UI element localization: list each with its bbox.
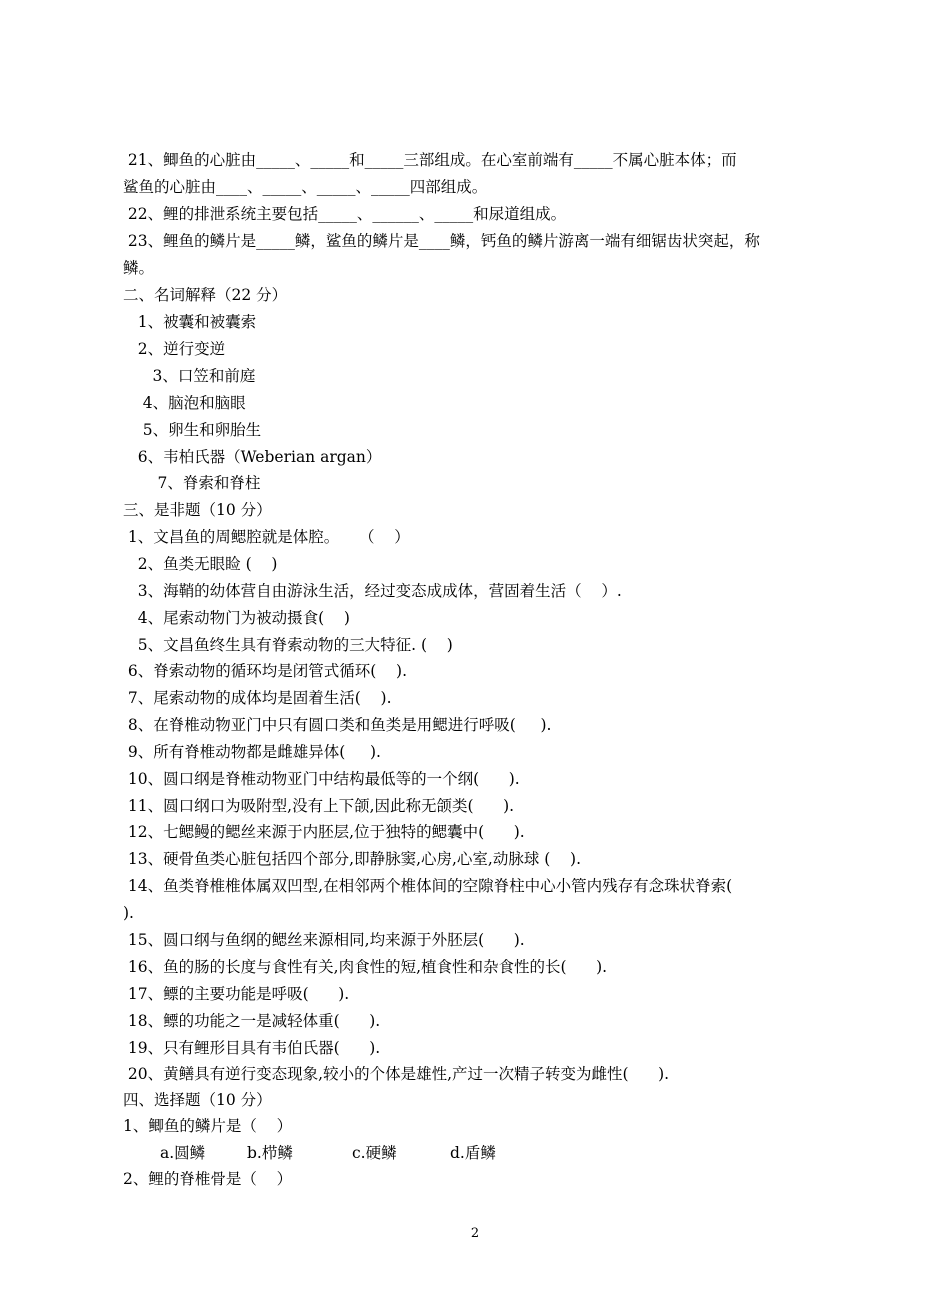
- question-21-line-1: 21、鲫鱼的心脏由_____、_____和_____三部组成。在心室前端有_____不属心脏本体；而: [123, 151, 737, 169]
- true-false-item: 13、硬骨鱼类心脏包括四个部分,即静脉窦,心房,心室,动脉球 ( ).: [123, 850, 582, 868]
- true-false-item: 15、圆口纲与鱼纲的鳃丝来源相同,均来源于外胚层( ).: [123, 931, 525, 949]
- true-false-item: 10、圆口纲是脊椎动物亚门中结构最低等的一个纲( ).: [123, 770, 520, 788]
- true-false-item-continuation: ).: [123, 904, 134, 922]
- term-item: 5、卵生和卵胎生: [123, 421, 262, 439]
- choice-option-d: d.盾鳞: [450, 1144, 496, 1162]
- section-2-heading: 二、名词解释（22 分）: [123, 286, 288, 304]
- term-item: 4、脑泡和脑眼: [123, 394, 246, 412]
- true-false-item: 2、鱼类无眼睑 ( ): [123, 555, 278, 573]
- true-false-item: 14、鱼类脊椎椎体属双凹型,在相邻两个椎体间的空隙脊柱中心小管内残存有念珠状脊索(: [123, 877, 733, 895]
- true-false-item: 18、鳔的功能之一是减轻体重( ).: [123, 1012, 381, 1030]
- term-item: 3、口笠和前庭: [123, 367, 256, 385]
- true-false-item: 19、只有鲤形目具有韦伯氏器( ).: [123, 1039, 381, 1057]
- choice-option-a: a.圆鳞: [160, 1144, 206, 1162]
- question-23-line-2: 鳞。: [123, 259, 155, 277]
- choice-question-1: 1、鲫鱼的鳞片是（ ）: [123, 1117, 293, 1135]
- true-false-item: 7、尾索动物的成体均是固着生活( ).: [123, 689, 392, 707]
- question-22: 22、鲤的排泄系统主要包括_____、______、_____和尿道组成。: [123, 205, 567, 223]
- true-false-item: 20、黄鳝具有逆行变态现象,较小的个体是雄性,产过一次精子转变为雌性( ).: [123, 1065, 670, 1083]
- term-item: 2、逆行变逆: [123, 340, 226, 358]
- true-false-item: 6、脊索动物的循环均是闭管式循环( ).: [123, 662, 408, 680]
- true-false-item: 9、所有脊椎动物都是雌雄异体( ).: [123, 743, 381, 761]
- section-4-heading: 四、选择题（10 分）: [123, 1091, 272, 1109]
- true-false-item: 8、在脊椎动物亚门中只有圆口类和鱼类是用鳃进行呼吸( ).: [123, 716, 552, 734]
- choice-option-b: b.栉鳞: [247, 1144, 293, 1162]
- true-false-item: 17、鳔的主要功能是呼吸( ).: [123, 985, 350, 1003]
- choice-option-c: c.硬鳞: [352, 1144, 397, 1162]
- page-number: 2: [470, 1226, 480, 1241]
- true-false-item: 1、文昌鱼的周鳃腔就是体腔。 （ ）: [123, 528, 410, 546]
- true-false-item: 5、文昌鱼终生具有脊索动物的三大特征. ( ): [123, 636, 453, 654]
- true-false-item: 16、鱼的肠的长度与食性有关,肉食性的短,植食性和杂食性的长( ).: [123, 958, 608, 976]
- true-false-item: 12、七鳃鳗的鳃丝来源于内胚层,位于独特的鳃囊中( ).: [123, 823, 525, 841]
- true-false-item: 11、圆口纲口为吸附型,没有上下颌,因此称无颌类( ).: [123, 797, 515, 815]
- choice-question-2: 2、鲤的脊椎骨是（ ）: [123, 1170, 293, 1188]
- true-false-item: 4、尾索动物门为被动摄食( ): [123, 609, 350, 627]
- true-false-item: 3、海鞘的幼体营自由游泳生活，经过变态成成体，营固着生活（ ）.: [123, 582, 622, 600]
- term-item: 7、脊索和脊柱: [123, 474, 261, 492]
- question-23-line-1: 23、鲤鱼的鳞片是_____鳞，鲨鱼的鳞片是____鳞，钙鱼的鳞片游离一端有细锯齿状突起，称: [123, 232, 760, 250]
- term-item: 1、被囊和被囊索: [123, 313, 257, 331]
- question-21-line-2: 鲨鱼的心脏由____、_____、_____、_____四部组成。: [123, 178, 488, 196]
- section-3-heading: 三、是非题（10 分）: [123, 501, 272, 519]
- term-item: 6、韦柏氏器（Weberian argan）: [123, 448, 382, 466]
